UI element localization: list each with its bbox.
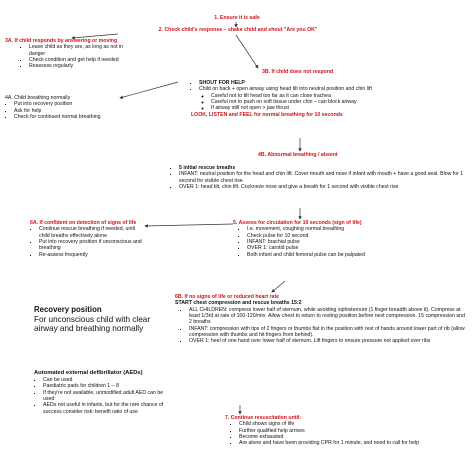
step5-item: ▪ Check pulse for 10 second xyxy=(247,233,465,239)
step4a-item: ▪ Check for continued normal breathing xyxy=(14,114,130,120)
step7-item: ▪ Child shows signs of life xyxy=(239,421,425,427)
step5-title: 5. Assess for circulation for 10 seconds (sign of life) xyxy=(233,220,362,226)
shout-sub-item: ◦ If airway still not open > jaw thrust xyxy=(211,105,465,111)
step6a-item: ▪ Re-assess frequently xyxy=(39,252,145,258)
recovery-text: For unconscious child with clear airway and breathing normally xyxy=(34,314,151,334)
shout-title: ▪ SHOUT FOR HELP xyxy=(199,80,465,86)
aed-item: ▪ Paediatric pads for children 1 – 8 xyxy=(43,383,169,389)
step7-item: ▪ Further qualified help arrives xyxy=(239,428,425,434)
step2-title: 2. Check child's response – shake child and shout "Are you OK" xyxy=(158,27,318,33)
recovery-title: Recovery position xyxy=(34,305,102,314)
step3a-item: ▪ Reassess regularly xyxy=(29,63,140,69)
step3a-item: ▪ Check condition and get help if needed xyxy=(29,57,140,63)
step6b-box xyxy=(175,294,465,345)
step4a-title: 4A. Child breathing normally xyxy=(5,95,71,101)
arrow-2-to-3b xyxy=(236,35,258,68)
step5-item: ▪ INFANT: brachial pulse xyxy=(247,239,465,245)
step6b-item: ▪ ALL CHILDREN: compress lower half of sternum, while avoiding xiphisternum (1 finger breadth above it). Compress at least 1/3rd at rate of 100-120/min. Allow chest to return to resting position before next compression. 15 compression and 2 breaths xyxy=(189,307,465,326)
aed-item: ▪ If they're not available, unmodified adult AED can be used xyxy=(43,390,169,403)
aed-box xyxy=(34,370,169,415)
step5-box xyxy=(233,220,465,258)
step6b-title: 6B. If no signs of life or reduced heart rate xyxy=(175,294,280,300)
step6a-title: 6A. If confident on detection of signs of life xyxy=(30,220,137,226)
step7-box xyxy=(225,415,425,447)
step6b-subtitle: START chest compression and rescue breaths 15:2 xyxy=(175,300,302,307)
shout-sub-item: ◦ Careful not to push on soft tissue under chin – can block airway xyxy=(211,99,465,105)
recovery-box xyxy=(34,305,170,334)
step5-item: ▪ I.e. movement, coughing normal breathing xyxy=(247,226,465,232)
aed-item: ▪ AEDs not useful in infants, but for the rare chance of success consider risk: benefit ratio of use xyxy=(43,402,169,415)
aed-item: ▪ Can be used xyxy=(43,377,169,383)
step4b-item: ▪ 5 initial rescue breaths xyxy=(179,165,465,171)
step7-title: 7. Continue resuscitation until: xyxy=(225,415,302,421)
step3b-title: 3B. If child does not respond xyxy=(262,69,334,75)
step4b-item: ▪ INFANT: neutral position for the head and chin lift. Cover mouth and nose if infant with mouth + have a good seal. Blow for 1 second for visible chest rise xyxy=(179,171,465,184)
arrow-5-to-6a xyxy=(145,224,233,226)
step5-item: ▪ Both infant and child femoral pulse can be palpated xyxy=(247,252,465,258)
step1-title: 1. Ensure it is safe xyxy=(214,15,260,21)
aed-title: Automated external defibrillator (AEDs) xyxy=(34,370,143,376)
shout-help-box xyxy=(185,80,465,118)
shout-line: ▪ Child on back + open airway using head tilt into neutral position and chin lift xyxy=(199,86,465,92)
step4a-item: ▪ Ask for help xyxy=(14,108,130,114)
step3a-box xyxy=(5,38,140,70)
step6b-item: ▪ OVER 1: heel of one hand over lower half of sternum. Lift fingers to ensure pressure not applied over ribs xyxy=(189,338,465,344)
step4a-item: ▪ Put into recovery position xyxy=(14,101,130,107)
step4a-box xyxy=(5,95,130,120)
step6a-item: ▪ Continue rescue breathing if needed, until child breaths effectively alone xyxy=(39,226,145,239)
step4b-title: 4B. Abnormal breathing / absent xyxy=(258,152,338,158)
step7-item: ▪ Become exhausted xyxy=(239,434,425,440)
shout-sub-item: ◦ Careful not to tilt head too far as it can close trachea xyxy=(211,93,465,99)
step6b-item: ▪ INFANT: compression with tips of 2 fingers or thumbs flat in the position with rest of hands around lower part of rib (allow compression with thumbs and hit fingers from behind). xyxy=(189,326,465,339)
step6a-box xyxy=(30,220,145,258)
step4b-box xyxy=(170,165,465,190)
step5-item: ▪ OVER 1: carotid pulse xyxy=(247,245,465,251)
step4b-item: ▪ OVER 1: head tilt, chin lift. Cockneze nose and give a breath for 1 second with visible chest rise xyxy=(179,184,465,190)
step3a-item: ▪ Leave child as they are, as long as not in danger xyxy=(29,44,140,57)
step7-item: ▪ Are alone and have been providing CPR for 1 minute, and need to call for help xyxy=(239,440,425,446)
step6a-item: ▪ Put into recovery position if unconscious and breathing xyxy=(39,239,145,252)
look-listen-feel: LOOK, LISTEN and FEEL for normal breathing for 10 seconds xyxy=(191,111,343,118)
step3a-title: 3A. If child responds by answering or moving xyxy=(5,38,118,44)
arrow-5-to-6b xyxy=(272,281,285,292)
